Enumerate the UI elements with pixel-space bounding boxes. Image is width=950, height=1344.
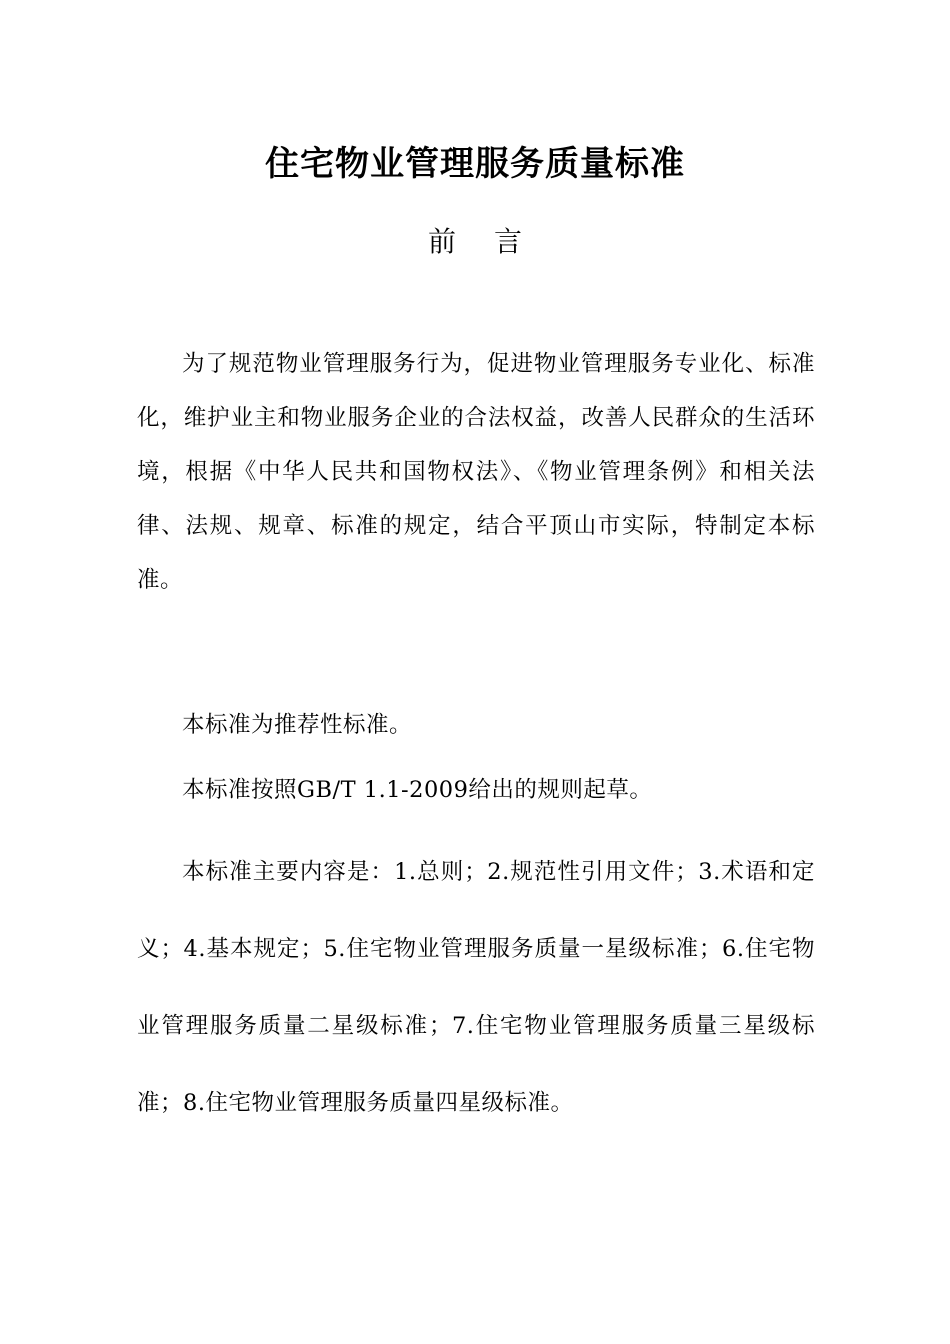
document-title: 住宅物业管理服务质量标准 [265, 144, 685, 184]
section-heading: 前言 [427, 225, 560, 258]
paragraph-contents: 本标准主要内容是：1.总则；2.规范性引用文件；3.术语和定义；4.基本规定；5.住宅物业管理服务质量一星级标准；6.住宅物业管理服务质量二星级标准；7.住宅物业管理服务质量三星级标准；8.住宅物业管理服务质量四星级标准。 [137, 859, 815, 1116]
paragraph-recommendation: 本标准为推荐性标准。 [182, 712, 413, 738]
paragraph-drafting-rules: 本标准按照GB/T 1.1-2009给出的规则起草。 [182, 777, 653, 803]
paragraph-purpose: 为了规范物业管理服务行为，促进物业管理服务专业化、标准化，维护业主和物业服务企业的合法权益，改善人民群众的生活环境，根据《中华人民共和国物权法》、《物业管理条例》和相关法律、法规、规章、标准的规定，结合平顶山市实际，特制定本标准。 [137, 351, 815, 593]
